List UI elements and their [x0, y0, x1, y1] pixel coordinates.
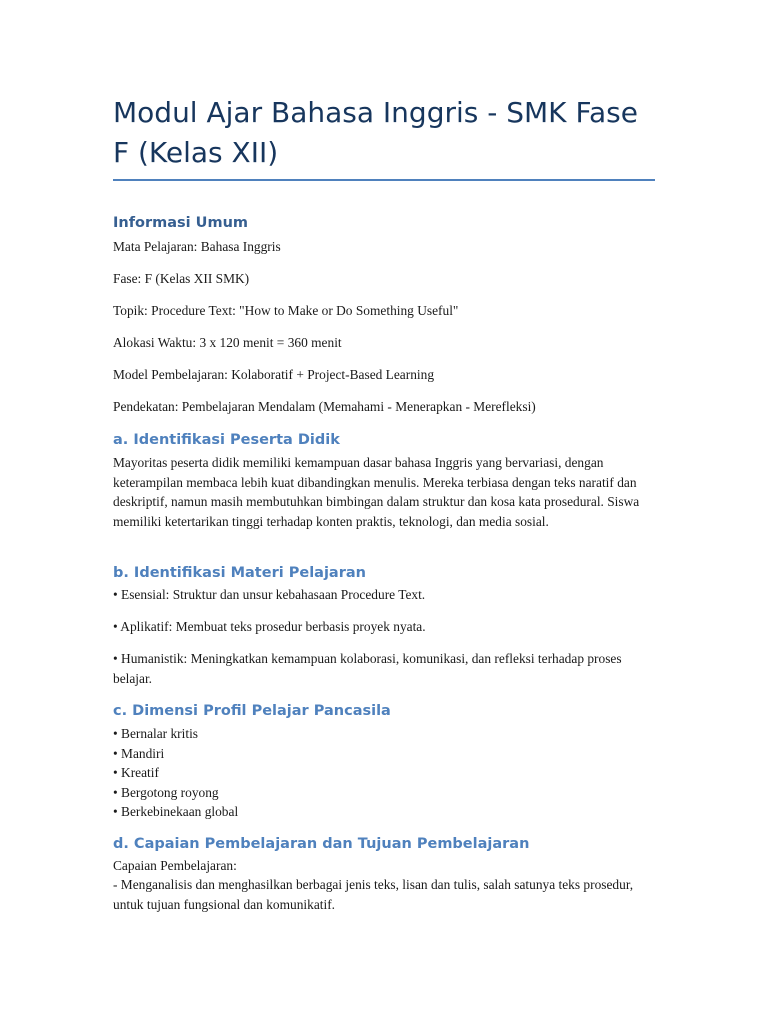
info-fase: Fase: F (Kelas XII SMK)	[113, 271, 250, 286]
heading-informasi-umum: Informasi Umum	[113, 215, 248, 231]
list-item: • Berkebinekaan global	[113, 804, 239, 819]
materi-aplikatif: • Aplikatif: Membuat teks prosedur berbasis proyek nyata.	[113, 619, 426, 634]
document-title: Modul Ajar Bahasa Inggris - SMK Fase F (Kelas XII)	[113, 96, 638, 169]
heading-identifikasi-peserta-didik: a. Identifikasi Peserta Didik	[113, 432, 340, 448]
info-mata-pelajaran: Mata Pelajaran: Bahasa Inggris	[113, 239, 281, 254]
list-item: • Kreatif	[113, 765, 159, 780]
heading-identifikasi-materi: b. Identifikasi Materi Pelajaran	[113, 565, 366, 581]
list-item: • Bernalar kritis	[113, 726, 199, 741]
capaian-text: - Menganalisis dan menghasilkan berbagai jenis teks, lisan dan tulis, salah satunya teks prosedur, untuk tujuan fungsional dan komunikatif.	[113, 877, 634, 912]
identifikasi-peserta-didik-text: Mayoritas peserta didik memiliki kemampuan dasar bahasa Inggris yang bervariasi, dengan keterampilan membaca lebih kuat dibandingkan menulis. Mereka terbiasa dengan teks naratif dan deskriptif, namun masih membutuhkan bimbingan dalam struktur dan kosa kata prosedural. Siswa memiliki ketertarikan tinggi terhadap konten praktis, teknologi, dan media sosial.	[113, 455, 640, 529]
heading-capaian-tujuan: d. Capaian Pembelajaran dan Tujuan Pembelajaran	[113, 836, 530, 852]
list-item: • Mandiri	[113, 745, 165, 761]
list-item: • Bergotong royong	[113, 784, 219, 800]
capaian-label: Capaian Pembelajaran:	[113, 858, 237, 873]
materi-humanistik: • Humanistik: Meningkatkan kemampuan kolaborasi, komunikasi, dan refleksi terhadap proses belajar.	[113, 651, 622, 686]
info-alokasi-waktu: Alokasi Waktu: 3 x 120 menit = 360 menit	[113, 335, 342, 350]
info-pendekatan: Pendekatan: Pembelajaran Mendalam (Memahami - Menerapkan - Merefleksi)	[113, 399, 536, 414]
info-topik: Topik: Procedure Text: "How to Make or Do Something Useful"	[113, 303, 459, 318]
materi-esensial: • Esensial: Struktur dan unsur kebahasaan Procedure Text.	[113, 587, 426, 602]
profil-list	[113, 724, 238, 822]
heading-dimensi-profil: c. Dimensi Profil Pelajar Pancasila	[113, 703, 391, 719]
title-divider	[113, 179, 655, 181]
info-model-pembelajaran: Model Pembelajaran: Kolaboratif + Project-Based Learning	[113, 367, 435, 382]
